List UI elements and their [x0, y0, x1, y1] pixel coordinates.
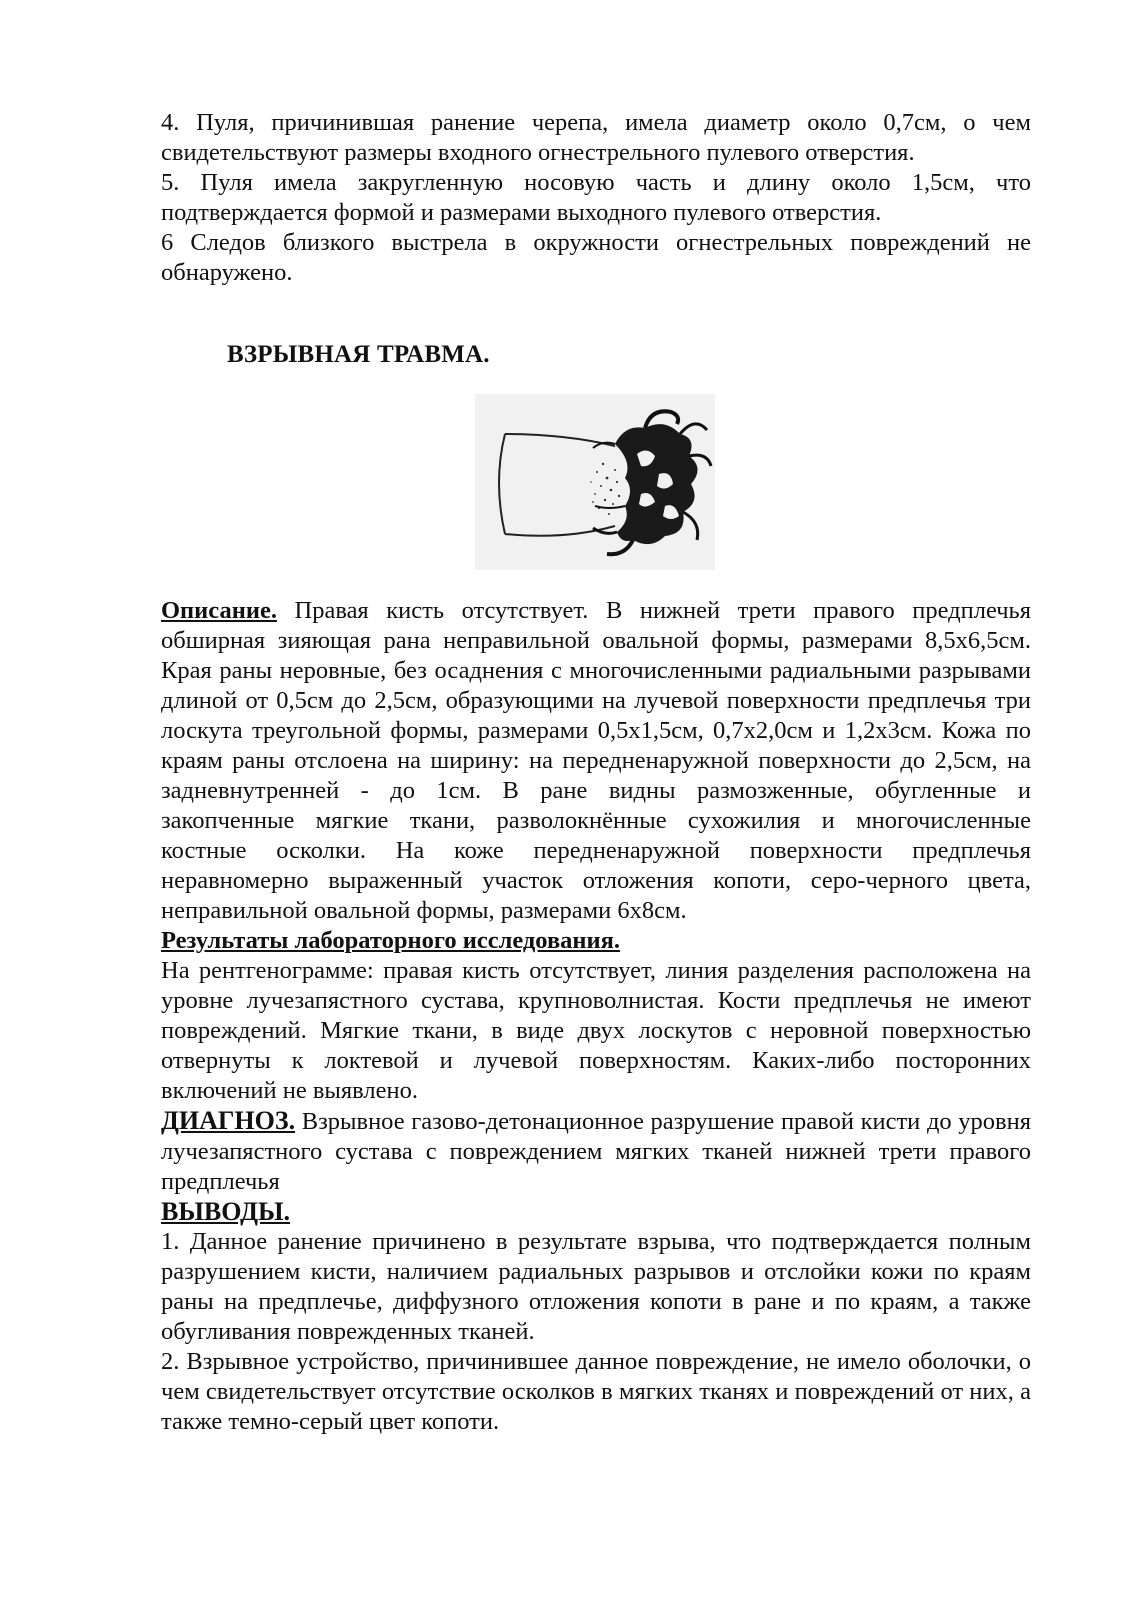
- blast-injury-figure: [475, 394, 715, 570]
- description-text: Правая кисть отсутствует. В нижней трети правого предплечья обширная зияющая рана неправильной овальной формы, размерами 8,5х6,5см. Края раны неровные, без осаднения с многочисленными радиальными разрывами длиной от 0,5см до 2,5см, образующими на лучевой поверхности предплечья три лоскута треугольной формы, размерами 0,5х1,5см, 0,7х2,0см и 1,2х3см. Кожа по краям раны отслоена на ширину: на передненаружной поверхности до 2,5см, на задневнутренней - до 1см. В ране видны размозженные, обугленные и закопченные мягкие ткани, разволокнённые сухожилия и многочисленные костные осколки. На коже передненаружной поверхности предплечья неравномерно выраженный участок отложения копоти, серо-черного цвета, неправильной овальной формы, размерами 6х8см.: [161, 597, 1031, 924]
- section-title: ВЗРЫВНАЯ ТРАВМА.: [227, 341, 490, 368]
- lab-results-heading: Результаты лабораторного исследования.: [161, 927, 621, 954]
- conclusion-item-4: 4. Пуля, причинившая ранение черепа, имела диаметр около 0,7см, о чем свидетельствуют размеры входного огнестрельного пулевого отверстия.: [161, 109, 1031, 166]
- description-label: Описание.: [161, 597, 277, 624]
- lab-results-text: На рентгенограмме: правая кисть отсутствует, линия разделения расположена на уровне лучезапястного сустава, крупноволнистая. Кости предплечья не имеют повреждений. Мягкие ткани, в виде двух лоскутов с неровной поверхностью отвернуты к локтевой и лучевой поверхностям. Каких-либо посторонних включений не выявлено.: [161, 957, 1031, 1104]
- diagnosis-paragraph: [161, 1106, 1031, 1197]
- diagnosis-label: ДИАГНОЗ.: [161, 1106, 296, 1135]
- description-paragraph: [161, 596, 1031, 926]
- conclusion-item-6: 6 Следов близкого выстрела в окружности огнестрельных повреждений не обнаружено.: [161, 229, 1031, 286]
- spacer: [161, 288, 1031, 318]
- conclusion-item-2: 2. Взрывное устройство, причинившее данное повреждение, не имело оболочки, о чем свидетельствует отсутствие осколков в мягких тканях и повреждений от них, а также темно-серый цвет копоти.: [161, 1348, 1031, 1435]
- conclusion-item-1: 1. Данное ранение причинено в результате взрыва, что подтверждается полным разрушением кисти, наличием радиальных разрывов и отслойки кожи по краям раны на предплечье, диффузного отложения копоти в ране и по краям, а также обугливания поврежденных тканей.: [161, 1228, 1031, 1345]
- blast-injury-forearm-icon: [475, 394, 715, 570]
- diagnosis-text: Взрывное газово-детонационное разрушение правой кисти до уровня лучезапястного сустава с повреждением мягких тканей нижней трети правого предплечья: [161, 1108, 1031, 1195]
- conclusion-item-5: 5. Пуля имела закругленную носовую часть и длину около 1,5см, что подтверждается формой и размерами выходного пулевого отверстия.: [161, 169, 1031, 226]
- conclusions-heading: ВЫВОДЫ.: [161, 1197, 291, 1226]
- document-page: [161, 108, 1031, 1437]
